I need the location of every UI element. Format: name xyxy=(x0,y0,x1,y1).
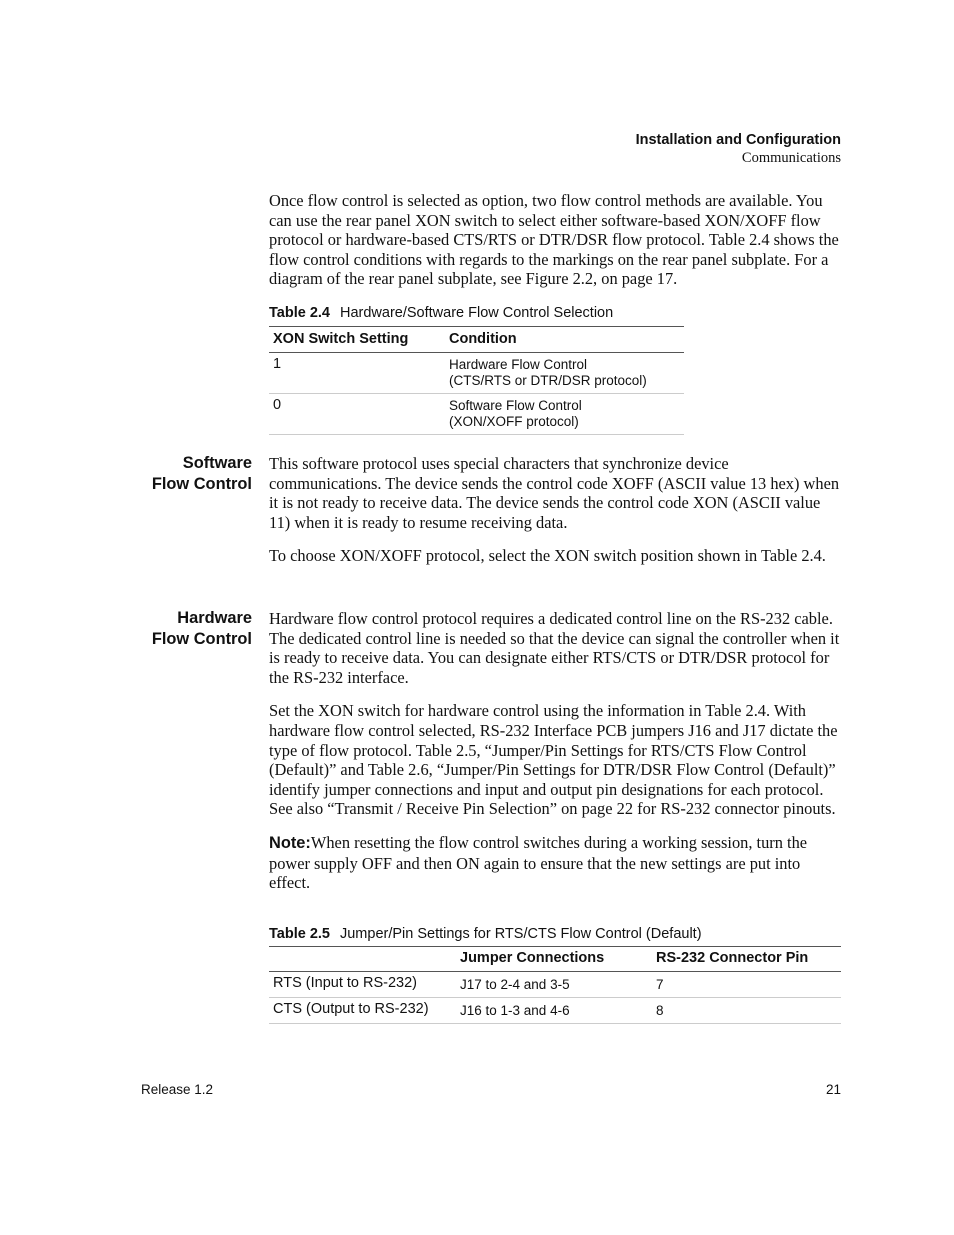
table-caption xyxy=(269,925,841,943)
section-title: Communications xyxy=(741,150,841,166)
column-header: RS-232 Connector Pin xyxy=(652,947,841,972)
pin-cell: 7 xyxy=(652,972,841,998)
table-title: Hardware/Software Flow Control Selection xyxy=(339,305,614,321)
condition-line: (CTS/RTS or DTR/DSR protocol) xyxy=(449,373,647,388)
table-row xyxy=(269,998,841,1024)
signal-cell: RTS (Input to RS-232) xyxy=(269,972,456,998)
jumper-cell: J17 to 2-4 and 3-5 xyxy=(456,972,652,998)
condition-line: Software Flow Control xyxy=(449,398,582,413)
flow-control-selection-table xyxy=(269,326,684,435)
software-paragraph-2: To choose XON/XOFF protocol, select the XON switch position shown in Table 2.4. xyxy=(269,546,826,566)
condition-cell xyxy=(445,353,684,394)
condition-cell xyxy=(445,394,684,435)
hardware-paragraph-1: Hardware flow control protocol requires a dedicated control line on the RS-232 cable. The dedicated control line is needed so that the device can signal the controller when it is ready to receive data. You can designate either RTS/CTS or DTR/DSR protocol for the RS-232 interface. xyxy=(269,609,840,687)
running-header xyxy=(636,131,841,167)
table-header-row xyxy=(269,327,684,353)
note-label: Note: xyxy=(269,833,311,852)
column-header xyxy=(269,947,456,972)
hardware-section xyxy=(269,609,841,893)
jumper-pin-settings-table xyxy=(269,946,841,1024)
note-paragraph xyxy=(269,833,841,893)
note-text: When resetting the flow control switches during a working session, turn the power supply OFF and then ON again to ensure that the new settings are put into effect. xyxy=(269,832,808,893)
table-caption xyxy=(269,304,841,322)
table-row xyxy=(269,353,684,394)
condition-line: (XON/XOFF protocol) xyxy=(449,414,579,429)
release-label: Release 1.2 xyxy=(141,1082,214,1097)
table-2-4-block xyxy=(269,304,841,435)
chapter-title: Installation and Configuration xyxy=(635,132,841,148)
jumper-cell: J16 to 1-3 and 4-6 xyxy=(456,998,652,1024)
table-header-row xyxy=(269,947,841,972)
table-2-5-block xyxy=(269,925,841,1024)
hardware-paragraph-2: Set the XON switch for hardware control using the information in Table 2.4. With hardware flow control selected, RS-232 Interface PCB jumpers J16 and J17 dictate the type of flow protocol. Table 2.5, “Jumper/Pin Settings for RTS/CTS Flow Control (Default)” and Table 2.6, “Jumper/Pin Settings for DTR/DSR Flow Control (Default)” identify jumper connections and input and output pin designations for each protocol. See also “Transmit / Receive Pin Selection” on page 22 for RS-232 connector pinouts. xyxy=(269,701,838,819)
software-flow-control-heading xyxy=(152,453,252,494)
column-header: Jumper Connections xyxy=(456,947,652,972)
column-header: Condition xyxy=(445,327,684,353)
table-label: Table 2.5 xyxy=(269,926,330,942)
pin-cell: 8 xyxy=(652,998,841,1024)
software-section xyxy=(269,454,841,566)
signal-cell: CTS (Output to RS-232) xyxy=(269,998,456,1024)
table-label: Table 2.4 xyxy=(269,305,330,321)
hardware-flow-control-heading xyxy=(152,608,252,649)
heading-line: Software xyxy=(182,454,252,472)
heading-line: Hardware xyxy=(177,609,252,627)
intro-block xyxy=(269,191,841,289)
heading-line: Flow Control xyxy=(151,474,252,493)
table-title: Jumper/Pin Settings for RTS/CTS Flow Control (Default) xyxy=(339,926,702,942)
xon-setting-cell: 0 xyxy=(269,394,445,435)
table-row xyxy=(269,972,841,998)
software-paragraph-1: This software protocol uses special characters that synchronize device communications. The device sends the control code XOFF (ASCII value 13 hex) when it is not ready to receive data. The device sends the control code XON (ASCII value 11) when it is ready to resume receiving data. xyxy=(269,454,840,532)
column-header: XON Switch Setting xyxy=(269,327,445,353)
condition-line: Hardware Flow Control xyxy=(449,357,588,372)
page-number: 21 xyxy=(825,1082,841,1097)
heading-line: Flow Control xyxy=(151,629,252,648)
intro-paragraph: Once flow control is selected as option, two flow control methods are available. You can use the rear panel XON switch to select either software-based XON/XOFF flow protocol or hardware-based CTS/RTS or DTR/DSR flow protocol. Table 2.4 shows the flow control conditions with regards to the markings on the rear panel subplate. For a diagram of the rear panel subplate, see Figure 2.2, on page 17. xyxy=(269,191,839,289)
table-row xyxy=(269,394,684,435)
xon-setting-cell: 1 xyxy=(269,353,445,394)
